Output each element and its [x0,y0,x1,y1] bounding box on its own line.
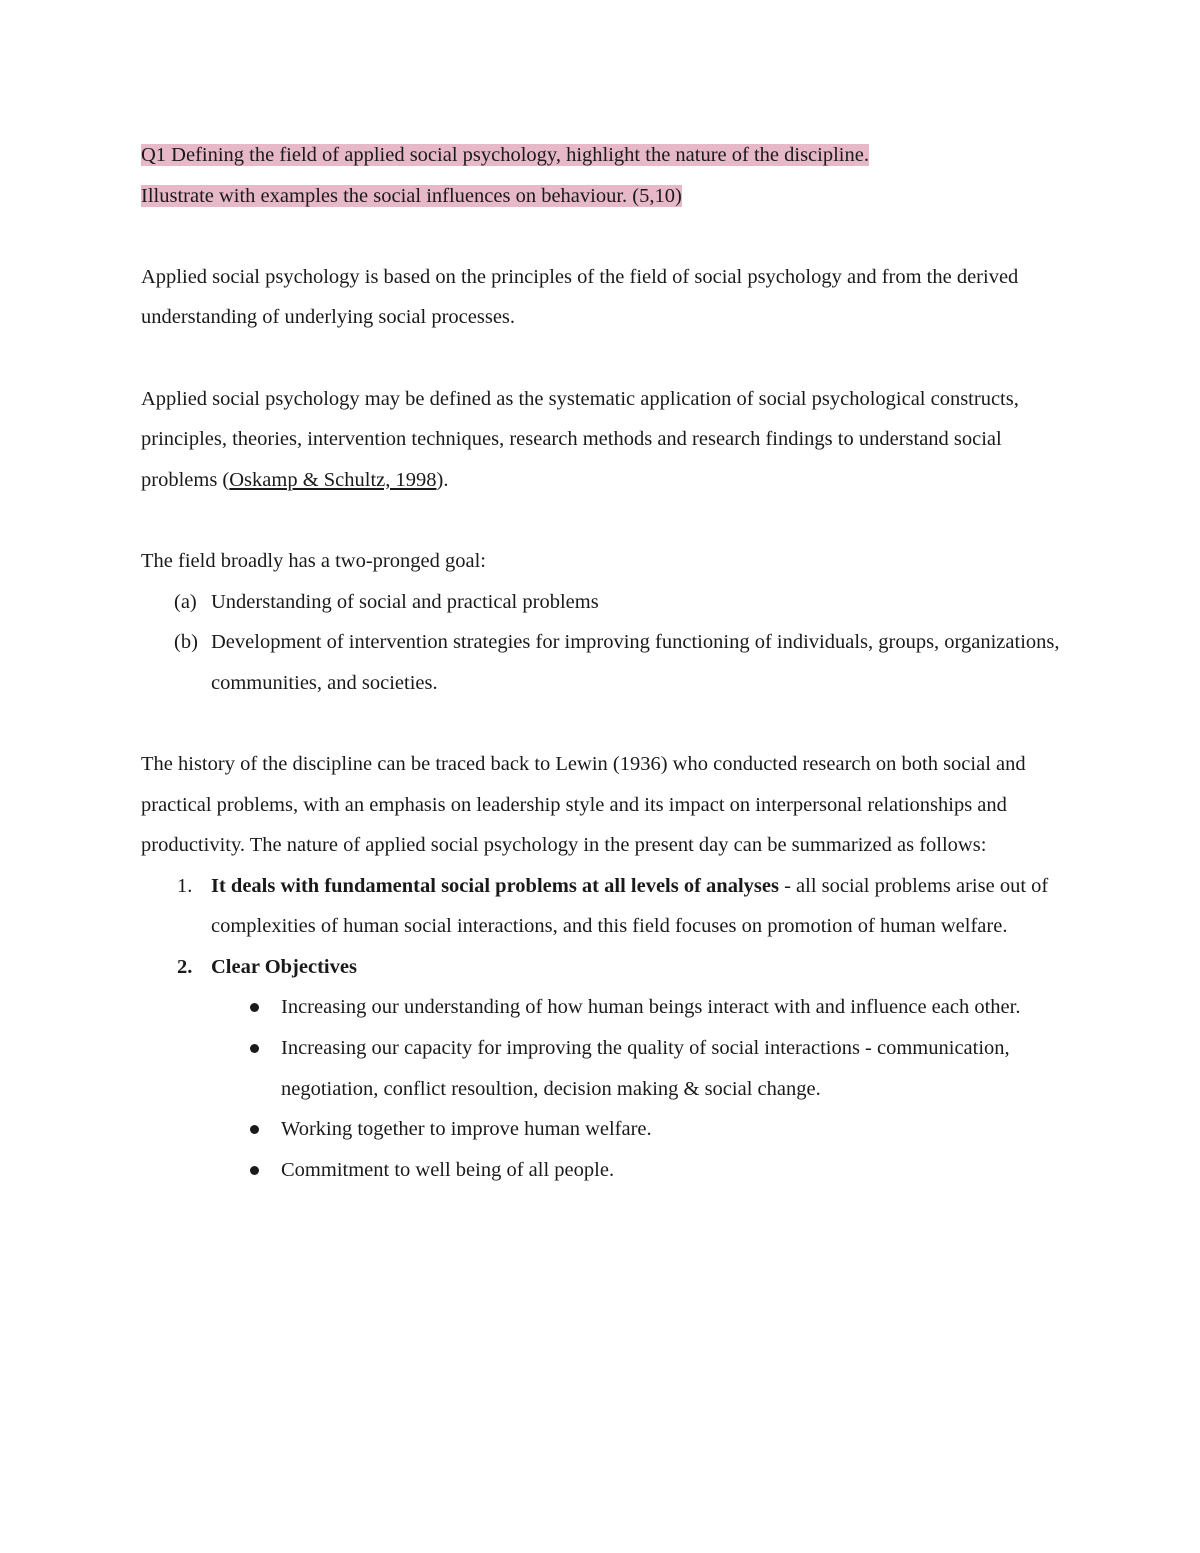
paragraph-applied-basis: Applied social psychology is based on the principles of the field of social psychology and from the derived understanding of underlying social processes. [141,265,1019,329]
question-line-2: Illustrate with examples the social influences on behaviour. (5,10) [141,184,682,207]
nature-item-1 [141,866,1071,947]
paragraph-history: The history of the discipline can be traced back to Lewin (1936) who conducted research on both social and practical problems, with an emphasis on leadership style and its impact on interpersonal relationships and productivity. The nature of applied social psychology in the present day can be summarized as follows: [141,752,1026,857]
objective-item [141,1028,1071,1109]
objective-item [141,1150,1071,1191]
spacer [141,338,1071,379]
goal-text-b: Development of intervention strategies for improving functioning of individuals, groups, organizations, communities, and societies. [211,631,1060,694]
nature-item-1-heading: It deals with fundamental social problems at all levels of analyses [211,874,779,897]
goal-text-a: Understanding of social and practical problems [211,590,599,613]
definition-tail: ). [436,468,449,491]
nature-item-1-text: - all social problems arise out of complexities of human social interactions, and this field focuses on promotion of human welfare. [211,874,1049,938]
bullet-icon [250,1044,259,1053]
goal-list [141,582,1071,704]
spacer [141,500,1071,541]
nature-marker-2: 2. [177,955,193,978]
objective-item [141,1109,1071,1150]
citation-link[interactable]: Oskamp & Schultz, 1998 [229,468,437,491]
bullet-icon [250,1125,259,1134]
goal-item-a [141,582,1071,623]
nature-item-2-heading: Clear Objectives [211,955,357,978]
nature-item-2 [141,947,1071,988]
question-line-1: Q1 Defining the field of applied social psychology, highlight the nature of the discipline. [141,144,869,166]
objective-text: Working together to improve human welfare. [281,1118,652,1141]
question-heading [141,135,1071,216]
objective-item [141,987,1071,1028]
bullet-icon [250,1166,259,1175]
spacer [141,703,1071,744]
nature-marker-1: 1. [177,874,193,897]
goal-item-b [141,622,1071,703]
nature-list [141,866,1071,988]
document-body [141,135,1071,1190]
objective-text: Commitment to well being of all people. [281,1158,615,1181]
objective-text: Increasing our understanding of how human beings interact with and influence each other. [281,996,1021,1019]
definition-text: Applied social psychology may be defined as the systematic application of social psychological constructs, principles, theories, intervention techniques, research methods and research findings to understand social problems ( [141,387,1019,491]
goal-intro: The field broadly has a two-pronged goal: [141,549,486,572]
paragraph-definition [141,379,1071,501]
spacer [141,216,1071,257]
objectives-list [141,987,1071,1190]
goal-marker-b: (b) [174,631,198,654]
bullet-icon [250,1003,259,1012]
goal-marker-a: (a) [174,590,197,613]
objective-text: Increasing our capacity for improving the quality of social interactions - communication, negotiation, conflict resoultion, decision making & social change. [281,1037,1010,1100]
